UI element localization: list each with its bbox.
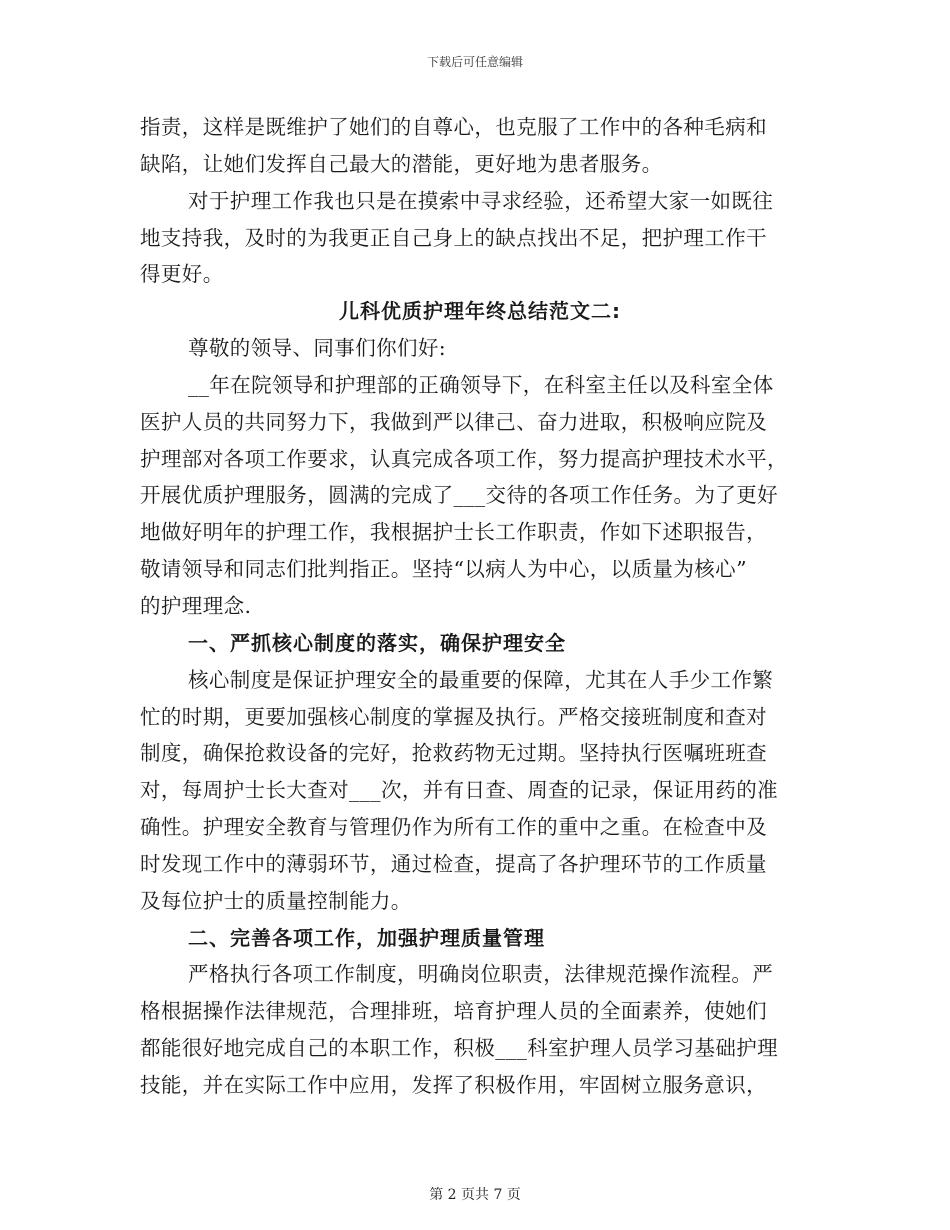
text-line: 对，每周护士长大查对___次，并有日查、周查的记录，保证用药的准 xyxy=(140,778,779,803)
text-line: 格根据操作法律规范，合理排班，培育护理人员的全面素养，使她们 xyxy=(140,999,767,1024)
text-line: __年在院领导和护理部的正确领导下，在科室主任以及科室全体 xyxy=(188,372,774,397)
text-line: 敬请领导和同志们批判指正。坚持“以病人为中心，以质量为核心” xyxy=(140,557,747,582)
text-line: 护理部对各项工作要求，认真完成各项工作，努力提高护理技术水平， xyxy=(140,446,788,471)
section-heading: 一、严抓核心制度的落实，确保护理安全 xyxy=(188,630,566,655)
text-line: 都能很好地完成自己的本职工作，积极___科室护理人员学习基础护理 xyxy=(140,1036,779,1061)
text-line: 制度，确保抢救设备的完好，抢救药物无过期。坚持执行医嘱班班查 xyxy=(140,741,767,766)
text-line: 时发现工作中的薄弱环节，通过检查，提高了各护理环节的工作质量 xyxy=(140,851,767,876)
header-note: 下载后可任意编辑 xyxy=(426,55,523,69)
text-line: 医护人员的共同努力下，我做到严以律己、奋力进取，积极响应院及 xyxy=(140,409,767,434)
text-line: 技能，并在实际工作中应用，发挥了积极作用，牢固树立服务意识， xyxy=(140,1072,767,1097)
text-line: 及每位护士的质量控制能力。 xyxy=(140,888,412,913)
text-line: 地做好明年的护理工作，我根据护士长工作职责，作如下述职报告， xyxy=(140,520,767,545)
text-line: 缺陷，让她们发挥自己最大的潜能，更好地为患者服务。 xyxy=(140,151,663,176)
section-heading: 二、完善各项工作，加强护理质量管理 xyxy=(188,925,545,950)
section-title: 儿科优质护理年终总结范文二: xyxy=(339,299,621,324)
document-body xyxy=(0,109,950,1104)
text-line: 指责，这样是既维护了她们的自尊心，也克服了工作中的各种毛病和 xyxy=(140,115,767,139)
text-line: 对于护理工作我也只是在摸索中寻求经验，还希望大家一如既往 xyxy=(188,188,774,213)
text-line: 忙的时期，更要加强核心制度的掌握及执行。严格交接班制度和查对 xyxy=(140,704,767,729)
text-line: 的护理理念. xyxy=(140,593,252,618)
text-line: 核心制度是保证护理安全的最重要的保障，尤其在人手少工作繁 xyxy=(188,667,774,692)
text-line: 确性。护理安全教育与管理仍作为所有工作的重中之重。在检查中及 xyxy=(140,815,767,840)
text-line: 地支持我，及时的为我更正自己身上的缺点找出不足，把护理工作干 xyxy=(140,225,767,250)
text-line: 尊敬的领导、同事们你们好: xyxy=(188,336,447,361)
page-number: 第 2 页共 7 页 xyxy=(429,1187,521,1203)
text-line: 严格执行各项工作制度，明确岗位职责，法律规范操作流程。严 xyxy=(188,962,774,987)
text-line: 得更好。 xyxy=(140,262,224,287)
text-line: 开展优质护理服务，圆满的完成了___交待的各项工作任务。为了更好 xyxy=(140,483,779,508)
